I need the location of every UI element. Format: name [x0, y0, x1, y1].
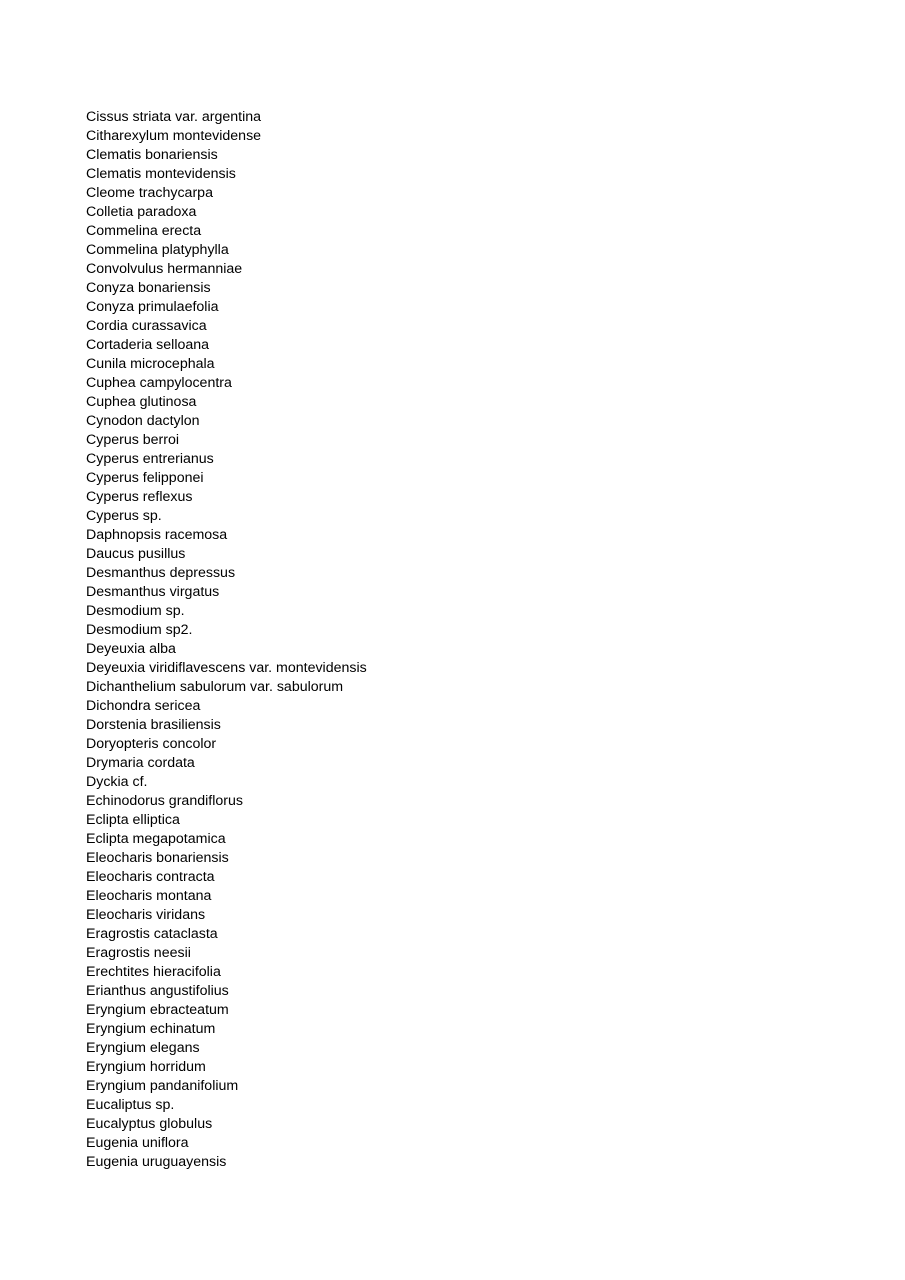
species-list-item: Daucus pusillus: [86, 546, 186, 562]
species-list-item: Cyperus reflexus: [86, 489, 193, 505]
species-list-item: Colletia paradoxa: [86, 204, 197, 220]
species-list-item: Deyeuxia viridiflavescens var. montevidensis: [86, 660, 367, 676]
species-list-item: Desmanthus virgatus: [86, 584, 220, 600]
species-list-item: Eclipta megapotamica: [86, 831, 226, 847]
species-list-item: Commelina erecta: [86, 223, 202, 239]
species-list-item: Daphnopsis racemosa: [86, 527, 228, 543]
species-list-item: Clematis bonariensis: [86, 147, 218, 163]
species-list-item: Eugenia uniflora: [86, 1135, 189, 1151]
species-list-item: Cunila microcephala: [86, 356, 215, 372]
species-list-item: Erianthus angustifolius: [86, 983, 229, 999]
species-list-item: Clematis montevidensis: [86, 166, 236, 182]
species-list-item: Conyza bonariensis: [86, 280, 211, 296]
species-list-item: Cuphea glutinosa: [86, 394, 197, 410]
species-list-item: Cuphea campylocentra: [86, 375, 232, 391]
species-list-item: Eleocharis montana: [86, 888, 212, 904]
species-list-item: Eryngium elegans: [86, 1040, 200, 1056]
species-list-item: Dichanthelium sabulorum var. sabulorum: [86, 679, 344, 695]
species-list-item: Dorstenia brasiliensis: [86, 717, 221, 733]
species-list-item: Eryngium ebracteatum: [86, 1002, 229, 1018]
species-list-item: Citharexylum montevidense: [86, 128, 262, 144]
species-list-item: Cortaderia selloana: [86, 337, 210, 353]
species-list-item: Desmanthus depressus: [86, 565, 236, 581]
species-list-item: Dyckia cf.: [86, 774, 148, 790]
species-list-item: Erechtites hieracifolia: [86, 964, 221, 980]
species-list-item: Cyperus felipponei: [86, 470, 204, 486]
species-list-item: Cissus striata var. argentina: [86, 109, 262, 125]
species-list-item: Eucalyptus globulus: [86, 1116, 213, 1132]
species-list-item: Eryngium pandanifolium: [86, 1078, 239, 1094]
species-list-item: Eleocharis contracta: [86, 869, 215, 885]
species-list-item: Cyperus entrerianus: [86, 451, 214, 467]
species-list-item: Eclipta elliptica: [86, 812, 180, 828]
species-list-item: Desmodium sp.: [86, 603, 185, 619]
species-list-item: Eugenia uruguayensis: [86, 1154, 227, 1170]
species-list-item: Eragrostis cataclasta: [86, 926, 218, 942]
species-list-item: Eragrostis neesii: [86, 945, 191, 961]
species-list-item: Eleocharis viridans: [86, 907, 206, 923]
species-list-item: Echinodorus grandiflorus: [86, 793, 243, 809]
species-list-item: Convolvulus hermanniae: [86, 261, 243, 277]
species-list-item: Conyza primulaefolia: [86, 299, 219, 315]
species-list: [86, 108, 367, 1172]
species-list-item: Cyperus sp.: [86, 508, 162, 524]
species-list-item: Eryngium horridum: [86, 1059, 206, 1075]
species-list-item: Cordia curassavica: [86, 318, 207, 334]
species-list-item: Eryngium echinatum: [86, 1021, 216, 1037]
species-list-item: Eleocharis bonariensis: [86, 850, 229, 866]
species-list-item: Desmodium sp2.: [86, 622, 193, 638]
species-list-item: Deyeuxia alba: [86, 641, 176, 657]
species-list-item: Commelina platyphylla: [86, 242, 229, 258]
species-list-item: Drymaria cordata: [86, 755, 195, 771]
species-list-item: Dichondra sericea: [86, 698, 201, 714]
species-list-item: Cleome trachycarpa: [86, 185, 213, 201]
species-list-item: Eucaliptus sp.: [86, 1097, 175, 1113]
species-list-item: Doryopteris concolor: [86, 736, 217, 752]
species-list-item: Cyperus berroi: [86, 432, 180, 448]
species-list-item: Cynodon dactylon: [86, 413, 200, 429]
